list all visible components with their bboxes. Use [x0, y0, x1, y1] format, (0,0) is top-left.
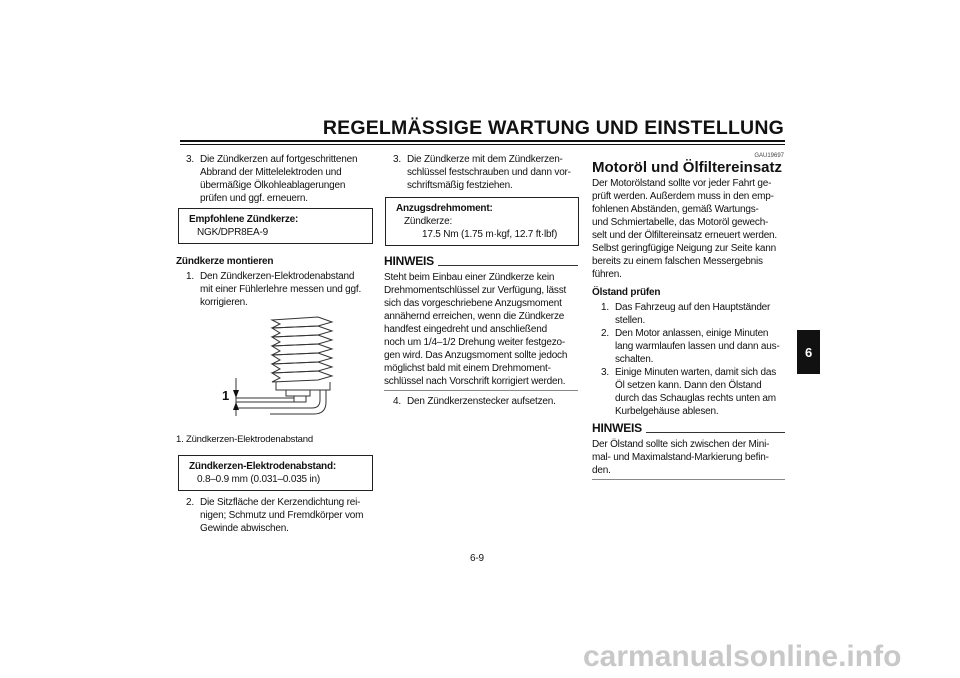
text-line: Kurbelgehäuse ablesen. [615, 406, 719, 417]
spark-plug-gap-diagram [220, 312, 340, 417]
step-number: 3. [601, 367, 609, 378]
text-line: lang warmlaufen lassen und dann aus- [615, 341, 780, 352]
box-heading: Empfohlene Zündkerze: [189, 214, 299, 225]
step-text [200, 496, 363, 535]
step-number: 4. [393, 396, 401, 407]
step-text [615, 366, 776, 418]
text-line: Steht beim Einbau einer Zündkerze kein [384, 272, 555, 283]
left-step-1 [186, 270, 361, 309]
text-line: Den Zündkerzenstecker aufsetzen. [407, 396, 556, 407]
step-number: 2. [186, 497, 194, 508]
note-text [592, 438, 769, 477]
watermark: carmanualsonline.info [583, 640, 902, 673]
intro-text [592, 177, 777, 281]
box-value: NGK/DPR8EA-9 [197, 227, 268, 238]
text-line: handfest eingedreht und anschließend [384, 324, 547, 335]
text-line: Der Ölstand sollte sich zwischen der Mini- [592, 439, 770, 450]
step-number: 1. [601, 302, 609, 313]
step-number: 2. [601, 328, 609, 339]
text-line: Die Zündkerzen auf fortgeschrittenen [200, 154, 358, 165]
figure-caption: 1. Zündkerzen-Elektrodenabstand [176, 434, 313, 445]
text-line: Einige Minuten warten, damit sich das [615, 367, 777, 378]
box-value: 17.5 Nm (1.75 m·kgf, 12.7 ft·lbf) [422, 229, 558, 240]
text-line: prüft werden. Außerdem muss in den emp- [592, 191, 774, 202]
text-line: schriftsmäßig festziehen. [407, 180, 513, 191]
page-title: REGELMÄSSIGE WARTUNG UND EINSTELLUNG [322, 117, 784, 139]
note-text [384, 271, 567, 388]
step-number: 3. [393, 154, 401, 165]
chapter-tab: 6 [797, 330, 820, 374]
note-heading [592, 421, 785, 435]
text-line: prüfen und ggf. erneuern. [200, 193, 308, 204]
middle-step-4 [393, 395, 556, 408]
left-step-2 [186, 496, 363, 535]
text-line: nigen; Schmutz und Fremdkörper vom [200, 510, 364, 521]
diagram-callout: 1 [222, 388, 230, 403]
section-heading: Motoröl und Ölfiltereinsatz [592, 159, 782, 176]
text-line: korrigieren. [200, 297, 248, 308]
text-line: schlüssel festschrauben und dann vor- [407, 167, 571, 178]
text-line: Gewinde abwischen. [200, 523, 289, 534]
step-text [200, 153, 357, 205]
reference-code: GAU19697 [754, 153, 784, 159]
text-line: und Schmiertabelle, das Motoröl gewech- [592, 217, 769, 228]
note-end-rule [592, 479, 785, 480]
text-line: Der Motorölstand sollte vor jeder Fahrt ge- [592, 178, 772, 189]
text-line: Öl setzen kann. Dann den Ölstand [615, 380, 762, 391]
text-line: Die Sitzfläche der Kerzendichtung rei- [200, 497, 361, 508]
text-line: mit einer Fühlerlehre messen und ggf. [200, 284, 362, 295]
box-heading: Anzugsdrehmoment: [396, 203, 493, 214]
left-step-3 [186, 153, 357, 205]
header-rule-thin [180, 144, 785, 145]
text-line: Selbst geringfügige Neigung zur Seite kann [592, 243, 776, 254]
step-number: 1. [186, 271, 194, 282]
torque-box [385, 197, 579, 246]
text-line: durch das Schauglas rechts unten am [615, 393, 776, 404]
text-line: Die Zündkerze mit dem Zündkerzen- [407, 154, 563, 165]
text-line: annähernd erreichen, wenn die Zündkerze [384, 311, 565, 322]
text-line: gen wird. Das Anzugsmoment sollte jedoch [384, 350, 568, 361]
step-text [615, 301, 770, 327]
box-heading: Zündkerzen-Elektrodenabstand: [189, 461, 336, 472]
text-line: schlüssel nach Vorschrift korrigiert werden. [384, 376, 566, 387]
text-line: Drehmomentschlüssel zur Verfügung, lässt [384, 285, 567, 296]
step-text [615, 327, 780, 366]
recommended-spark-plug-box [178, 208, 373, 244]
text-line: selt und der Ölfiltereinsatz erneuert werden. [592, 230, 777, 241]
note-heading [384, 254, 578, 268]
text-line: führen. [592, 269, 622, 280]
step-text [407, 153, 571, 192]
text-line: Das Fahrzeug auf den Hauptständer [615, 302, 771, 313]
right-step-2 [601, 327, 780, 366]
box-value: 0.8–0.9 mm (0.031–0.035 in) [197, 474, 321, 485]
step-number: 3. [186, 154, 194, 165]
text-line: Den Zündkerzen-Elektrodenabstand [200, 271, 355, 282]
text-line: übermäßige Ölkohleablagerungen [200, 180, 346, 191]
step-text [407, 395, 556, 408]
section-subheading: Zündkerze montieren [176, 256, 274, 267]
box-label: Zündkerze: [404, 216, 453, 227]
text-line: fohlenen Abständen, gemäß Wartungs- [592, 204, 759, 215]
header-rule [180, 140, 785, 142]
text-line: den. [592, 465, 611, 476]
text-line: noch um 1/4–1/2 Drehung weiter festgezo- [384, 337, 565, 348]
electrode-gap-box [178, 455, 373, 491]
page-number: 6-9 [470, 553, 484, 564]
text-line: mal- und Maximalstand-Markierung befin- [592, 452, 769, 463]
note-heading-text: HINWEIS [592, 421, 642, 435]
right-step-1 [601, 301, 770, 327]
text-line: Den Motor anlassen, einige Minuten [615, 328, 769, 339]
text-line: schalten. [615, 354, 654, 365]
step-text [200, 270, 361, 309]
text-line: sich das vorgeschriebene Anzugsmoment [384, 298, 562, 309]
text-line: möglichst bald mit einem Drehmoment- [384, 363, 551, 374]
text-line: bereits zu einem falschen Messergebnis [592, 256, 763, 267]
note-heading-text: HINWEIS [384, 254, 434, 268]
note-end-rule [384, 390, 578, 391]
middle-step-3 [393, 153, 571, 192]
right-step-3 [601, 366, 776, 418]
text-line: Abbrand der Mittelelektroden und [200, 167, 342, 178]
text-line: stellen. [615, 315, 646, 326]
section-subheading: Ölstand prüfen [592, 287, 661, 298]
